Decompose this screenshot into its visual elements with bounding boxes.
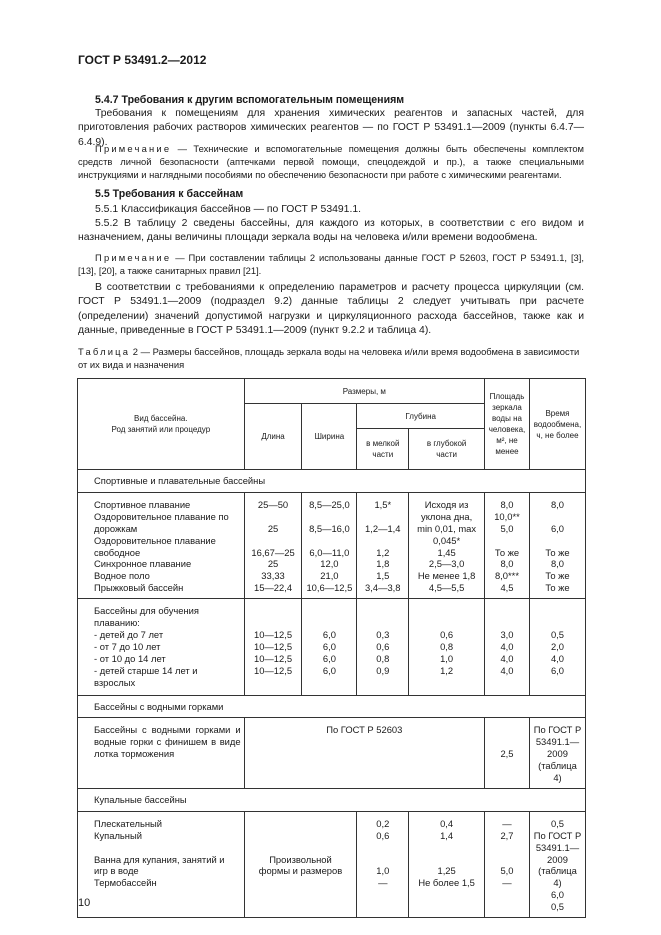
cell-area: — 2,7 5,0 — — [485, 811, 530, 917]
section-row — [78, 695, 586, 718]
table-row — [78, 492, 586, 598]
cell-kind: Бассейны с водными горками и водные горки с финишем в виде лотка торможения — [78, 718, 245, 789]
section-547-note — [78, 142, 584, 182]
table-header-row — [78, 379, 586, 404]
cell-kind: Бассейны для обучения плаванию: - детей до 7 лет - от 7 до 10 лет - от 10 до 14 лет - детей старше 14 лет и взрослых — [78, 599, 245, 695]
table-caption-label: Таблица — [78, 346, 131, 357]
section-title: Спортивные и плавательные бассейны — [78, 470, 586, 493]
cell-area: 3,0 4,0 4,0 4,0 — [485, 599, 530, 695]
header-depth: Глубина — [357, 404, 485, 429]
header-area: Площадь зеркала воды на человека, м², не менее — [485, 379, 530, 470]
cell-deep: 0,6 0,8 1,0 1,2 — [409, 599, 485, 695]
cell-shallow: 1,5* 1,2—1,4 1,2 1,8 1,5 3,4—3,8 — [357, 492, 409, 598]
cell-time: 0,5 2,0 4,0 6,0 — [529, 599, 585, 695]
section-547-heading: 5.4.7 Требования к другим вспомогательным помещениям — [95, 94, 405, 106]
pools-table — [77, 378, 586, 918]
header-sizes: Размеры, м — [244, 379, 484, 404]
section-551-paragraph: 5.5.1 Классификация бассейнов — по ГОСТ Р 53491.1. — [95, 204, 362, 215]
table-row — [78, 599, 586, 695]
cell-kind: Плескательный Купальный Ванна для купания, занятий и игр в воде Термобассейн — [78, 811, 245, 917]
note-label: Примечание — [95, 143, 172, 154]
cell-length: 10—12,5 10—12,5 10—12,5 10—12,5 — [244, 599, 302, 695]
header-deep: в глубокой части — [409, 429, 485, 470]
section-title: Купальные бассейны — [78, 788, 586, 811]
header-length: Длина — [244, 404, 302, 470]
note-text: — При составлении таблицы 2 использованы данные ГОСТ Р 52603, ГОСТ Р 53491.1, [3], [13], [20], а также санитарных правил [21]. — [78, 252, 584, 277]
page-number: 10 — [78, 897, 91, 909]
note-label: Примечание — [95, 252, 172, 263]
section-552-paragraph: 5.5.2 В таблицу 2 сведены бассейны, для каждого из которых, в соответствии с его видом и назначением, даны величины площади зеркала воды на человека и/или времени водообмена. — [78, 218, 584, 244]
cell-size-merged: Произвольной формы и размеров — [244, 811, 357, 917]
note-text: — Технические и вспомогательные помещения должны быть обеспечены комплектом средств личной безопасности (аптечками первой помощи, спецодеждой и пр.), а также специальными инструкциями и наглядными пособиями по обеспечению безопасности при работе с химическими реагентами. — [78, 143, 584, 181]
table-caption — [78, 345, 588, 371]
cell-time: 8,0 6,0 То же 8,0 То же То же — [529, 492, 585, 598]
header-shallow: в мелкой части — [357, 429, 409, 470]
cell-shallow: 0,3 0,6 0,8 0,9 — [357, 599, 409, 695]
header-kind: Вид бассейна. Род занятий или процедур — [78, 379, 245, 470]
table-row — [78, 718, 586, 789]
cell-deep: 0,4 1,4 1,25 Не более 1,5 — [409, 811, 485, 917]
section-55-note — [78, 251, 584, 277]
cell-area: 2,5 — [485, 718, 530, 789]
cell-shallow: 0,2 0,6 1,0 — — [357, 811, 409, 917]
section-55-paragraph: В соответствии с требованиями к определению параметров и расчету процесса циркуляции (см. ГОСТ Р 53491.1—2009 (подраздел 9.2) данные таблицы 2 следует учитывать при расчете (определении) значений допустимой нагрузки и циркуляционного расхода бассейнов, также как и данные, приведенные в ГОСТ Р 53491.1—2009 (пункт 9.2.2 и таблица 4). — [78, 282, 584, 337]
table-caption-text: 2 — Размеры бассейнов, площадь зеркала воды на человека и/или время водообмена в зависимости от их вида и назначения — [78, 346, 580, 370]
cell-sizes-merged: По ГОСТ Р 52603 — [244, 718, 484, 789]
section-55-heading: 5.5 Требования к бассейнам — [95, 188, 244, 200]
header-time: Время водообмена, ч, не более — [529, 379, 585, 470]
cell-width: 8,5—25,0 8,5—16,0 6,0—11,0 12,0 21,0 10,6—12,5 — [302, 492, 357, 598]
cell-width: 6,0 6,0 6,0 6,0 — [302, 599, 357, 695]
cell-kind: Спортивное плавание Оздоровительное плавание по дорожкам Оздоровительное плавание свободное Синхронное плавание Водное поло Прыжковый бассейн — [78, 492, 245, 598]
cell-length: 25—50 25 16,67—25 25 33,33 15—22,4 — [244, 492, 302, 598]
document-header: ГОСТ Р 53491.2—2012 — [78, 53, 207, 67]
section-title: Бассейны с водными горками — [78, 695, 586, 718]
cell-time: 0,5 По ГОСТ Р 53491.1—2009 (таблица 4) 6,0 0,5 — [529, 811, 585, 917]
section-row — [78, 470, 586, 493]
cell-area: 8,0 10,0** 5,0 То же 8,0 8,0*** 4,5 — [485, 492, 530, 598]
cell-deep: Исходя из уклона дна, min 0,01, max 0,045* 1,45 2,5—3,0 Не менее 1,8 4,5—5,5 — [409, 492, 485, 598]
cell-time: По ГОСТ Р 53491.1—2009 (таблица 4) — [529, 718, 585, 789]
header-width: Ширина — [302, 404, 357, 470]
section-547-paragraph: Требования к помещениям для хранения химических реагентов и запасных частей, для приготовления рабочих растворов химических реагентов — по ГОСТ Р 53491.1—2009 (пункты 6.4.7—6.4.9). — [78, 108, 584, 148]
section-row — [78, 788, 586, 811]
table-row — [78, 811, 586, 917]
